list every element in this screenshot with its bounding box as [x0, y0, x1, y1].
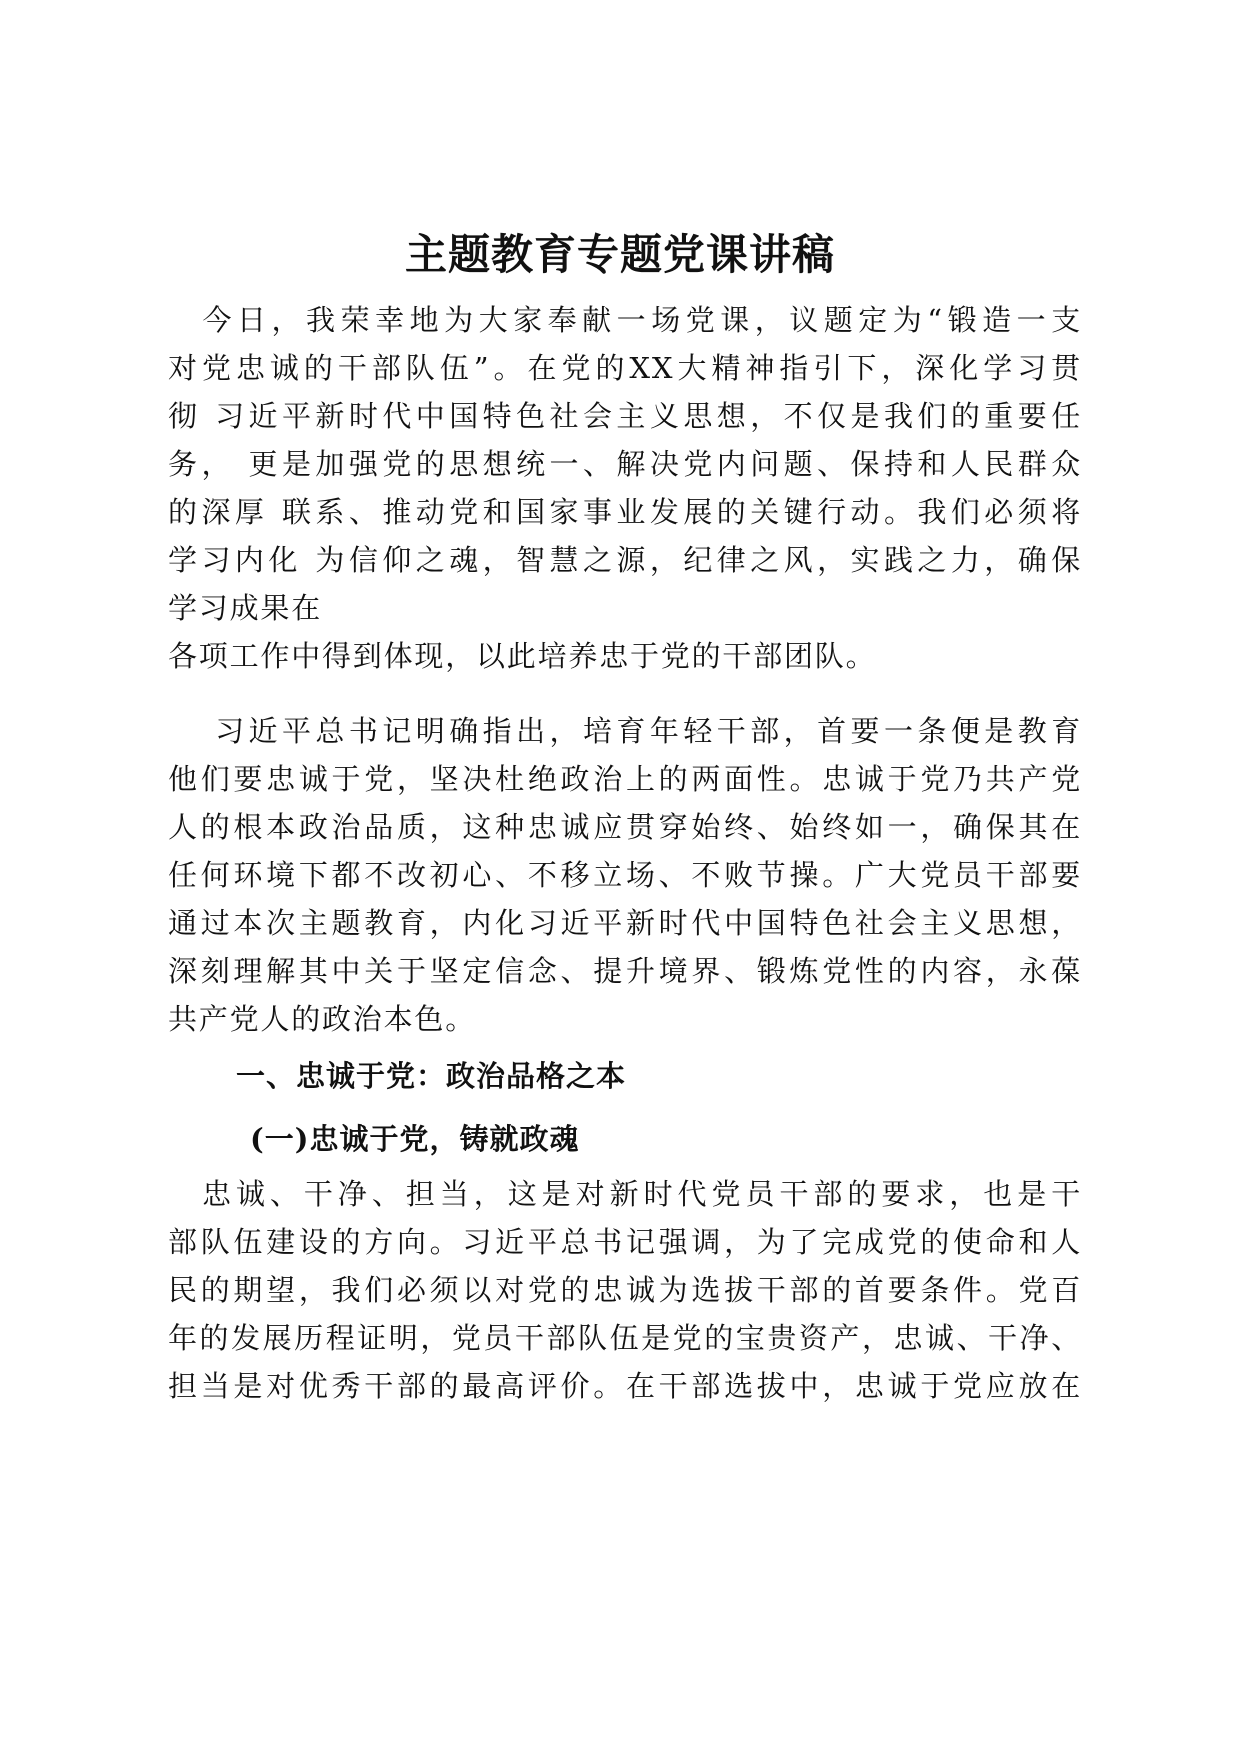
text-line: 共产党人的政治本色。: [168, 1002, 477, 1036]
document-title: 主题教育专题党课讲稿: [404, 230, 835, 279]
text-line: 民的期望，我们必须以对党的忠诚为选拔干部的首要条件。党百: [168, 1273, 1082, 1307]
text-line: 担当是对优秀干部的最高评价。在干部选拔中，忠诚于党应放在: [168, 1369, 1082, 1403]
paragraph-cadre: [168, 1170, 1082, 1410]
text-line: 忠诚、干净、担当，这是对新时代党员干部的要求，也是干: [168, 1177, 1082, 1211]
subsection-heading: (一)忠诚于党，铸就政魂: [250, 1122, 580, 1156]
text-line: 彻 习近平新时代中国特色社会主义思想，不仅是我们的重要任: [168, 399, 1082, 433]
text-line: 深刻理解其中关于坚定信念、提升境界、锻炼党性的内容，永葆: [168, 954, 1082, 988]
text-line: 任何环境下都不改初心、不移立场、不败节操。广大党员干部要: [168, 858, 1082, 892]
text-line: 习近平总书记明确指出，培育年轻干部，首要一条便是教育: [168, 714, 1082, 748]
text-line: 学习内化 为信仰之魂，智慧之源，纪律之风，实践之力，确保: [168, 543, 1082, 577]
paragraph-intro: [168, 296, 1082, 680]
paragraph-loyalty: [168, 707, 1082, 1043]
text-line: 人的根本政治品质，这种忠诚应贯穿始终、始终如一，确保其在: [168, 810, 1082, 844]
text-line: 对党忠诚的干部队伍”。在党的XX大精神指引下，深化学习贯: [168, 351, 1082, 385]
text-line: 年的发展历程证明，党员干部队伍是党的宝贵资产，忠诚、干净、: [168, 1321, 1082, 1355]
text-line: 务， 更是加强党的思想统一、解决党内问题、保持和人民群众: [168, 447, 1082, 481]
text-line: 学习成果在: [168, 591, 323, 625]
text-line: 的深厚 联系、推动党和国家事业发展的关键行动。我们必须将: [168, 495, 1082, 529]
text-line: 今日，我荣幸地为大家奉献一场党课，议题定为“锻造一支: [168, 303, 1082, 337]
text-line: 通过本次主题教育，内化习近平新时代中国特色社会主义思想，: [168, 906, 1082, 940]
text-line: 各项工作中得到体现，以此培养忠于党的干部团队。: [168, 639, 877, 673]
text-line: 部队伍建设的方向。习近平总书记强调，为了完成党的使命和人: [168, 1225, 1082, 1259]
text-line: 他们要忠诚于党，坚决杜绝政治上的两面性。忠诚于党乃共产党: [168, 762, 1082, 796]
section-heading: 一、忠诚于党：政治品格之本: [236, 1059, 627, 1093]
